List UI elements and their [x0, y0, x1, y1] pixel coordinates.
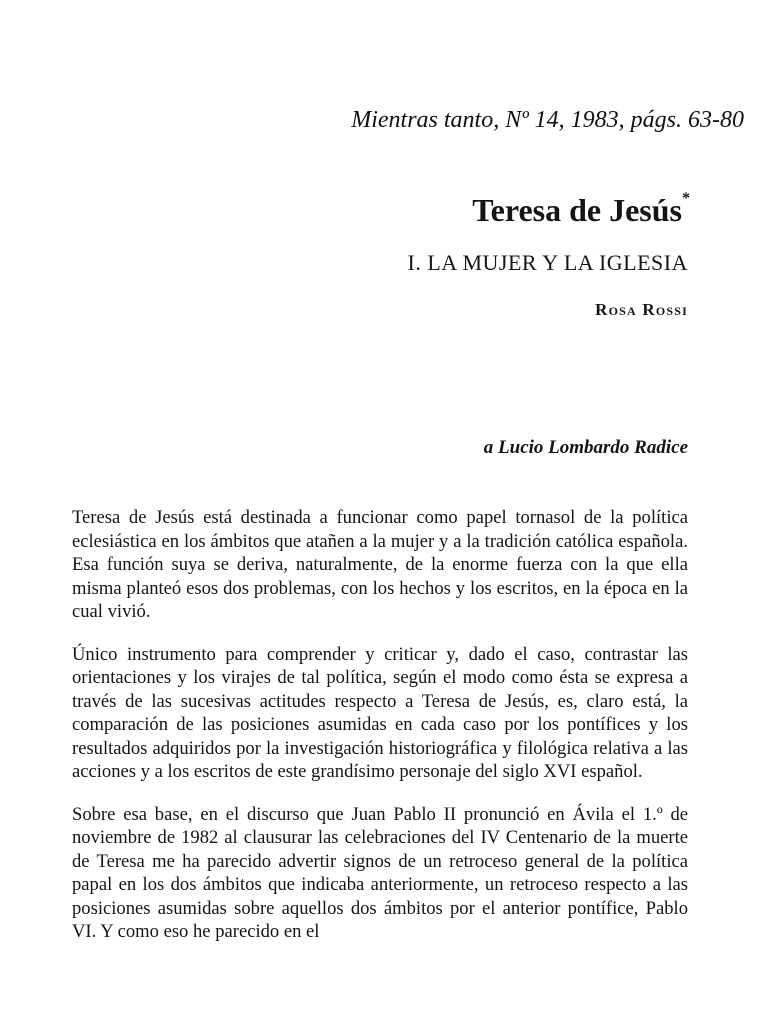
body-paragraph: Único instrumento para comprender y criticar y, dado el caso, contrastar las orientaciones y los virajes de tal política, según el modo como ésta se expresa a través de las sucesivas actitudes respecto a Teresa de Jesús, es, claro está, la comparación de las posiciones asumidas en cada caso por los pontífices y los resultados adquiridos por la investigación historiográfica y filológica relativa a las acciones y a los escritos de este grandísimo personaje del siglo XVI español.	[72, 643, 688, 782]
article-subtitle: I. LA MUJER Y LA IGLESIA	[407, 250, 688, 275]
dedication: a Lucio Lombardo Radice	[483, 437, 688, 458]
body-text	[72, 506, 688, 944]
article-title-text: Teresa de Jesús	[472, 192, 682, 228]
body-paragraph: Sobre esa base, en el discurso que Juan Pablo II pronunció en Ávila el 1.º de noviembre de 1982 al clausurar las celebraciones del IV Centenario de la muerte de Teresa me ha parecido advertir signos de un retroceso general de la política papal en los dos ámbitos que indicaba anteriormente, un retroceso respecto a las posiciones asumidas sobre aquellos dos ámbitos por el anterior pontífice, Pablo VI. Y como eso he parecido en el	[72, 803, 688, 942]
journal-citation: Mientras tanto, Nº 14, 1983, págs. 63-80	[351, 107, 744, 133]
article-author: Rosa Rossi	[595, 300, 688, 319]
article-title	[472, 192, 690, 229]
footnote-mark: *	[682, 190, 690, 207]
body-paragraph: Teresa de Jesús está destinada a funcionar como papel tornasol de la política eclesiástica en los ámbitos que atañen a la mujer y a la tradición católica española. Esa función suya se deriva, naturalmente, de la enorme fuerza con la que ella misma planteó esos dos problemas, con los hechos y los escritos, en la época en la cual vivió.	[72, 507, 688, 622]
